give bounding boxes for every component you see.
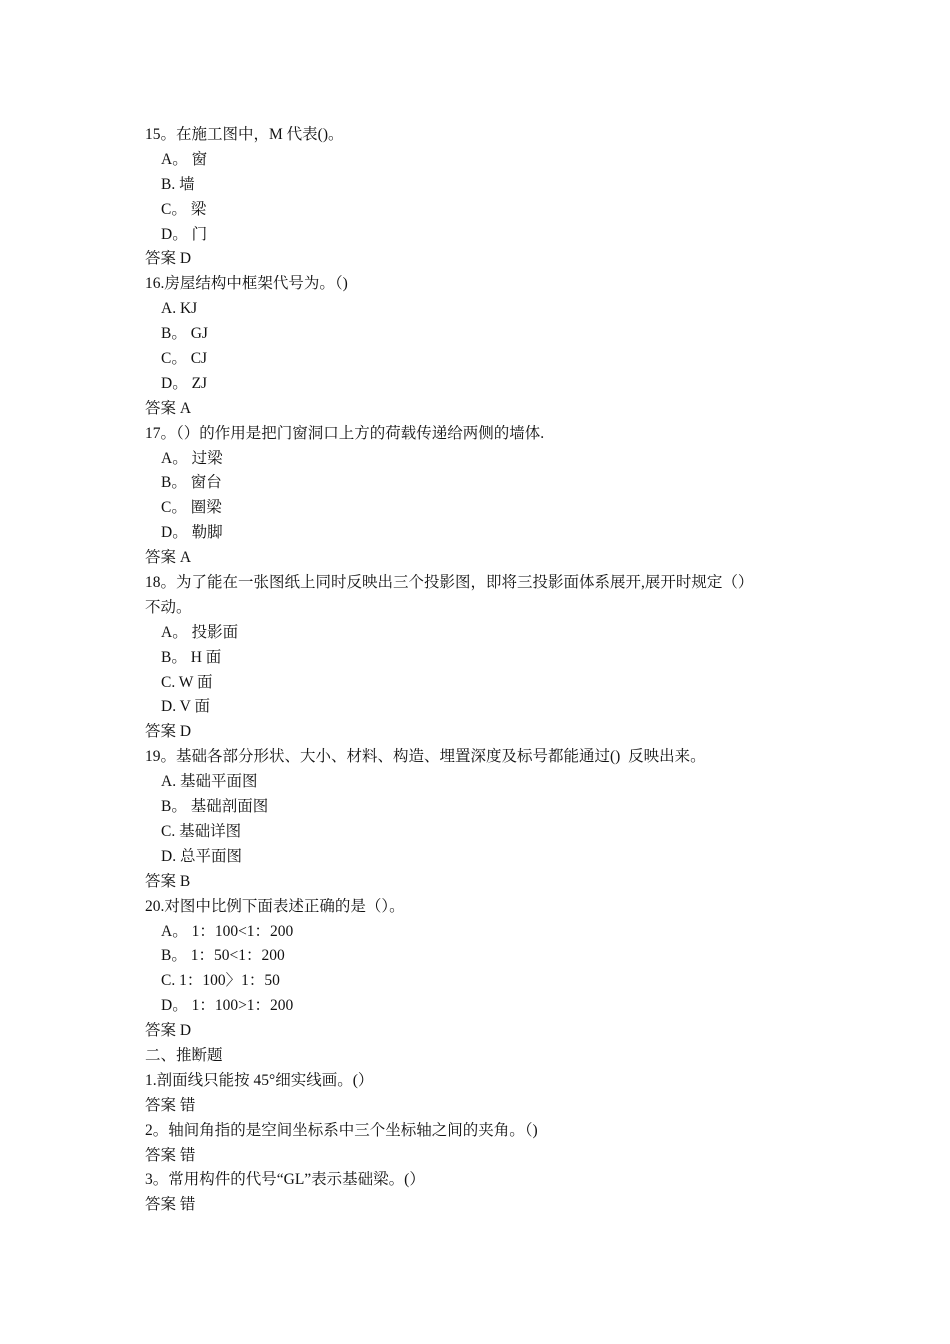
option-c: C。 梁 <box>161 200 207 218</box>
answer: 答案 A <box>145 549 192 567</box>
section-title: 二、推断题 <box>145 1046 223 1064</box>
option-b: B. 墙 <box>161 175 195 193</box>
option-c: C。 CJ <box>161 350 208 368</box>
option-c: C。 圈梁 <box>161 499 222 517</box>
option-c: C. 1：100〉1：50 <box>161 972 280 990</box>
answer: 答案 D <box>145 250 192 268</box>
answer: 答案 错 <box>145 1096 196 1114</box>
question-stem: 15。在施工图中，M 代表()。 <box>145 126 344 143</box>
option-c: C. 基础详图 <box>161 822 242 840</box>
option-b: B。 H 面 <box>161 648 222 666</box>
question-stem: 16.房屋结构中框架代号为。（) <box>145 275 348 293</box>
question-stem: 20.对图中比例下面表述正确的是（）。 <box>145 897 405 915</box>
answer: 答案 错 <box>145 1196 196 1214</box>
option-a: A。 投影面 <box>161 623 239 641</box>
option-a: A。 1：100<1：200 <box>161 922 294 940</box>
answer: 答案 错 <box>145 1146 196 1164</box>
option-a: A。 过梁 <box>161 449 223 467</box>
option-b: B。 窗台 <box>161 474 222 492</box>
option-b: B。 1：50<1：200 <box>161 947 285 965</box>
option-d: D。 ZJ <box>161 374 208 392</box>
answer: 答案 D <box>145 1022 192 1040</box>
judgment-stem: 3。常用构件的代号“GL”表示基础梁。(） <box>145 1171 425 1189</box>
option-a: A. 基础平面图 <box>161 773 258 791</box>
judgment-stem: 2。轴间角指的是空间坐标系中三个坐标轴之间的夹角。（) <box>145 1121 538 1139</box>
option-d: D。 1：100>1：200 <box>161 997 294 1015</box>
question-stem: 17。（）的作用是把门窗洞口上方的荷载传递给两侧的墙体. <box>145 424 545 442</box>
option-b: B。 GJ <box>161 325 208 343</box>
answer: 答案 A <box>145 399 192 417</box>
question-stem-continued: 不动。 <box>145 598 192 616</box>
option-d: D. 总平面图 <box>161 847 242 865</box>
option-d: D。 门 <box>161 225 208 243</box>
document-page <box>145 123 825 1218</box>
option-b: B。 基础剖面图 <box>161 798 269 816</box>
option-a: A。 窗 <box>161 150 208 168</box>
answer: 答案 B <box>145 872 191 890</box>
option-c: C. W 面 <box>161 673 213 691</box>
option-d: D. V 面 <box>161 698 210 716</box>
judgment-stem: 1.剖面线只能按 45°细实线画。(） <box>145 1071 374 1089</box>
option-d: D。 勒脚 <box>161 524 223 542</box>
answer: 答案 D <box>145 723 192 741</box>
question-stem: 19。基础各部分形状、大小、材料、构造、埋置深度及标号都能通过() 反映出来。 <box>145 748 706 766</box>
option-a: A. KJ <box>161 300 198 318</box>
question-stem: 18。为了能在一张图纸上同时反映出三个投影图，即将三投影面体系展开,展开时规定（） <box>145 574 754 592</box>
